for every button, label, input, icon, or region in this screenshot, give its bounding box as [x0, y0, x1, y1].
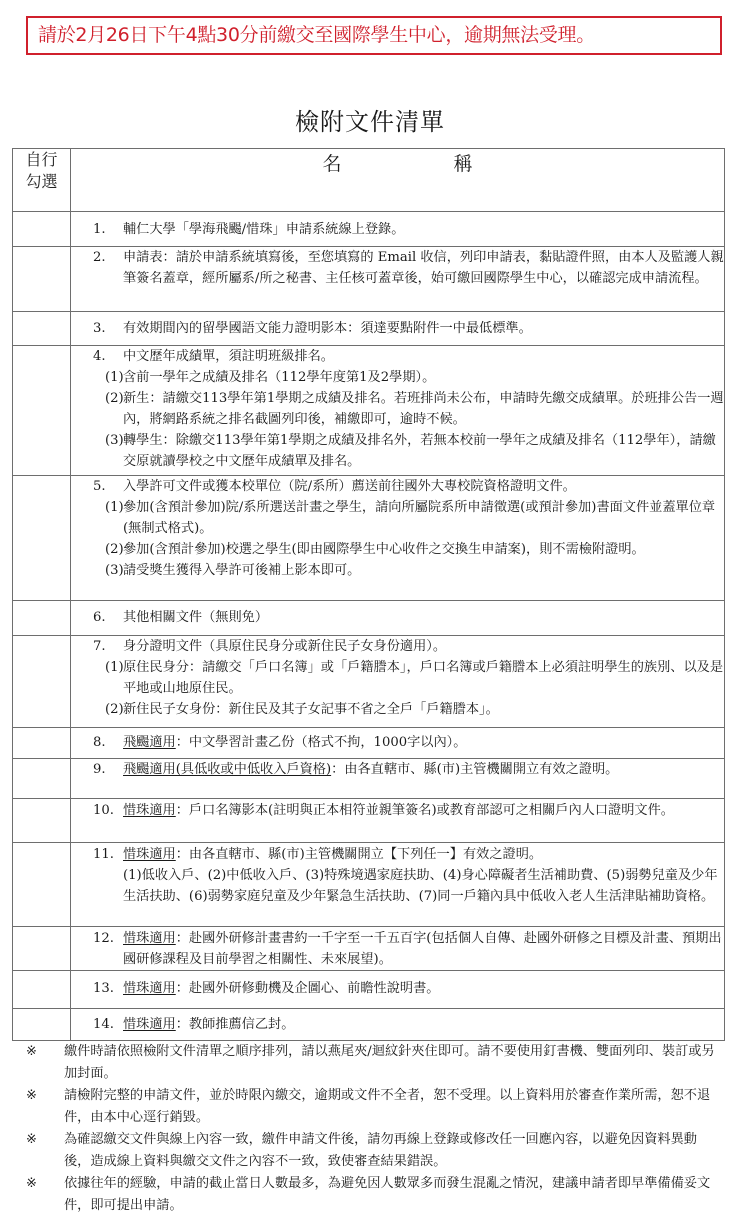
self-check-cell[interactable] [13, 212, 71, 247]
eligibility-label: 惜珠適用 [123, 1017, 176, 1032]
note-text: 請檢附完整的申請文件，並於時限內繳交，逾期或文件不全者，恕不受理。以上資料用於審查作業所需，恕不退件，由本中心逕行銷毀。 [64, 1088, 711, 1125]
eligibility-label: 惜珠適用 [123, 981, 176, 996]
note-text: 繳件時請依照檢附文件清單之順序排列，請以燕尾夾/迴紋針夾住即可。請不要使用釘書機、雙面列印、裝訂或另加封面。 [64, 1044, 715, 1081]
sub-item-number: (2) [105, 391, 124, 406]
self-check-cell[interactable] [13, 728, 71, 759]
table-row [13, 799, 725, 843]
item-cell [71, 636, 725, 728]
self-check-header-line1: 自行 [25, 150, 58, 169]
name-header [71, 149, 725, 212]
note-text: 依據往年的經驗，申請的截止當日人數最多，為避免因人數眾多而發生混亂之情況，建議申請者即早準備備妥文件，即可提出申請。 [64, 1176, 711, 1213]
item-number: 10. [93, 803, 114, 818]
item-cell [71, 212, 725, 247]
page-title: 檢附文件清單 [295, 108, 445, 136]
item-number: 3. [93, 321, 106, 336]
table-row [13, 312, 725, 346]
item-text: 入學許可文件或獲本校單位（院/系所）薦送前往國外大專校院資格證明文件。 [123, 479, 576, 494]
item-cell [71, 843, 725, 927]
eligibility-label: 惜珠適用 [123, 803, 176, 818]
sub-item-number: (1) [105, 660, 124, 675]
item-text: ：赴國外研修計畫書約一千字至一千五百字(包括個人自傳、赴國外研修之目標及計畫、預期出國研修課程及目前學習之相關性、未來展望)。 [123, 931, 722, 967]
eligibility-label: 飛颺適用 [123, 735, 176, 750]
sub-item-text: 新住民子女身份：新住民及其子女記事不省之全戶「戶籍謄本」。 [123, 702, 499, 717]
sub-item-text: 新生：請繳交113學年第1學期之成績及排名。若班排尚未公布，申請時先繳交成績單。於班排公告一週內，將網路系統之排名截圖列印後，補繳即可，逾時不候。 [123, 391, 724, 427]
item-text: ：教師推薦信乙封。 [175, 1017, 295, 1032]
table-row [13, 346, 725, 476]
sub-item-number: (3) [105, 433, 124, 448]
item-cell [71, 476, 725, 601]
deadline-notice-text: 請於2月26日下午4點30分前繳交至國際學生中心，逾期無法受理。 [38, 24, 595, 46]
item-text: ：中文學習計畫乙份（格式不拘，1000字以內）。 [175, 735, 467, 750]
item-number: 9. [93, 762, 106, 777]
item-number: 8. [93, 735, 106, 750]
item-text: 輔仁大學「學海飛颺/惜珠」申請系統線上登錄。 [123, 222, 405, 237]
note-text: 為確認繳交文件與線上內容一致，繳件申請文件後，請勿再線上登錄或修改任一回應內容，以避免因資料異動後，造成線上資料與繳交文件之內容不一致，致使審查結果錯誤。 [64, 1132, 697, 1169]
item-cell [71, 346, 725, 476]
item-number: 5. [93, 479, 106, 494]
item-number: 12. [93, 931, 114, 946]
note-item [22, 1129, 722, 1173]
name-header-char1: 名 [322, 153, 342, 175]
deadline-notice [26, 16, 722, 55]
sub-item-number: (2) [105, 542, 124, 557]
item-text: ：由各直轄市、縣(市)主管機關開立有效之證明。 [331, 762, 619, 777]
eligibility-label: 惜珠適用 [123, 931, 176, 946]
item-cell [71, 1009, 725, 1041]
note-item [22, 1041, 722, 1085]
self-check-cell[interactable] [13, 799, 71, 843]
item-text: 其他相關文件（無則免） [123, 610, 269, 625]
item-cell [71, 759, 725, 799]
self-check-cell[interactable] [13, 971, 71, 1009]
sub-item-text: 請受獎生獲得入學許可後補上影本即可。 [123, 563, 361, 578]
sub-item-text: 含前一學年之成績及排名（112學年度第1及2學期）。 [123, 370, 436, 385]
table-row [13, 843, 725, 927]
item-cell [71, 728, 725, 759]
table-header-row [13, 149, 725, 212]
note-item [22, 1085, 722, 1129]
table-row [13, 601, 725, 636]
table-row [13, 728, 725, 759]
eligibility-label: 惜珠適用 [123, 847, 176, 862]
item-number: 7. [93, 639, 106, 654]
self-check-cell[interactable] [13, 759, 71, 799]
table-row [13, 247, 725, 312]
reference-mark-icon: ※ [26, 1088, 38, 1103]
item-text: 有效期間內的留學國語文能力證明影本：須達要點附件一中最低標準。 [123, 321, 532, 336]
table-row [13, 927, 725, 971]
self-check-cell[interactable] [13, 636, 71, 728]
item-text: 申請表：請於申請系統填寫後，至您填寫的 Email 收信，列印申請表，黏貼證件照，由本人及監護人親筆簽名蓋章，經所屬系/所之秘書、主任核可蓋章後，始可繳回國際學生中心，以確認完成申請流程。 [123, 250, 724, 286]
self-check-cell[interactable] [13, 927, 71, 971]
table-row [13, 759, 725, 799]
notes-list [22, 1041, 722, 1217]
item-cell [71, 799, 725, 843]
item-text: 身分證明文件（具原住民身分或新住民子女身份適用）。 [123, 639, 447, 654]
reference-mark-icon: ※ [26, 1176, 38, 1191]
item-number: 13. [93, 981, 114, 996]
table-row [13, 212, 725, 247]
sub-item-number: (2) [105, 702, 124, 717]
item-number: 14. [93, 1017, 114, 1032]
table-row [13, 476, 725, 601]
sub-item-text: 參加(含預計參加)院/系所選送計畫之學生，請向所屬院系所申請徵選(或預計參加)書面文件並蓋單位章(無制式格式)。 [123, 500, 716, 536]
eligibility-label: 飛颺適用(具低收或中低收入戶資格) [123, 762, 332, 777]
table-row [13, 1009, 725, 1041]
sub-item-text: 參加(含預計參加)校選之學生(即由國際學生中心收件之交換生申請案)，則不需檢附證明。 [123, 542, 645, 557]
table-row [13, 636, 725, 728]
item-text: ：戶口名簿影本(註明與正本相符並親筆簽名)或教育部認可之相關戶內人口證明文件。 [175, 803, 674, 818]
self-check-cell[interactable] [13, 1009, 71, 1041]
table-row [13, 971, 725, 1009]
sub-item-number: (3) [105, 563, 124, 578]
item-number: 4. [93, 349, 106, 364]
item-cell [71, 971, 725, 1009]
self-check-cell[interactable] [13, 843, 71, 927]
reference-mark-icon: ※ [26, 1132, 38, 1147]
item-cell [71, 601, 725, 636]
document-checklist-table [12, 148, 725, 1041]
item-cell [71, 312, 725, 346]
item-number: 2. [93, 250, 106, 265]
item-text: 中文歷年成績單，須註明班級排名。 [123, 349, 334, 364]
self-check-cell[interactable] [13, 476, 71, 601]
reference-mark-icon: ※ [26, 1044, 38, 1059]
sub-item-number: (1) [105, 500, 124, 515]
item-number: 1. [93, 222, 106, 237]
name-header-char2: 稱 [453, 153, 473, 175]
item-cell [71, 927, 725, 971]
item-detail-text: (1)低收入戶、(2)中低收入戶、(3)特殊境遇家庭扶助、(4)身心障礙者生活補助費、(5)弱勢兒童及少年生活扶助、(6)弱勢家庭兒童及少年緊急生活扶助、(7)同一戶籍內具中低收入老人生活津貼補助資格。 [123, 868, 718, 904]
item-text: ：由各直轄市、縣(市)主管機關開立【下列任一】有效之證明。 [175, 847, 543, 862]
self-check-cell[interactable] [13, 346, 71, 476]
note-item [22, 1173, 722, 1217]
item-number: 6. [93, 610, 106, 625]
self-check-header [13, 149, 71, 212]
self-check-cell[interactable] [13, 601, 71, 636]
sub-item-number: (1) [105, 370, 124, 385]
item-text: ：赴國外研修動機及企圖心、前瞻性說明書。 [175, 981, 440, 996]
self-check-header-line2: 勾選 [25, 172, 58, 191]
item-number: 11. [93, 847, 114, 862]
self-check-cell[interactable] [13, 312, 71, 346]
sub-item-text: 轉學生：除繳交113學年第1學期之成績及排名外，若無本校前一學年之成績及排名（112學年），請繳交原就讀學校之中文歷年成績單及排名。 [123, 433, 716, 469]
item-cell [71, 247, 725, 312]
self-check-cell[interactable] [13, 247, 71, 312]
sub-item-text: 原住民身分：請繳交「戶口名簿」或「戶籍謄本」，戶口名簿或戶籍謄本上必須註明學生的族別、以及是平地或山地原住民。 [123, 660, 724, 696]
